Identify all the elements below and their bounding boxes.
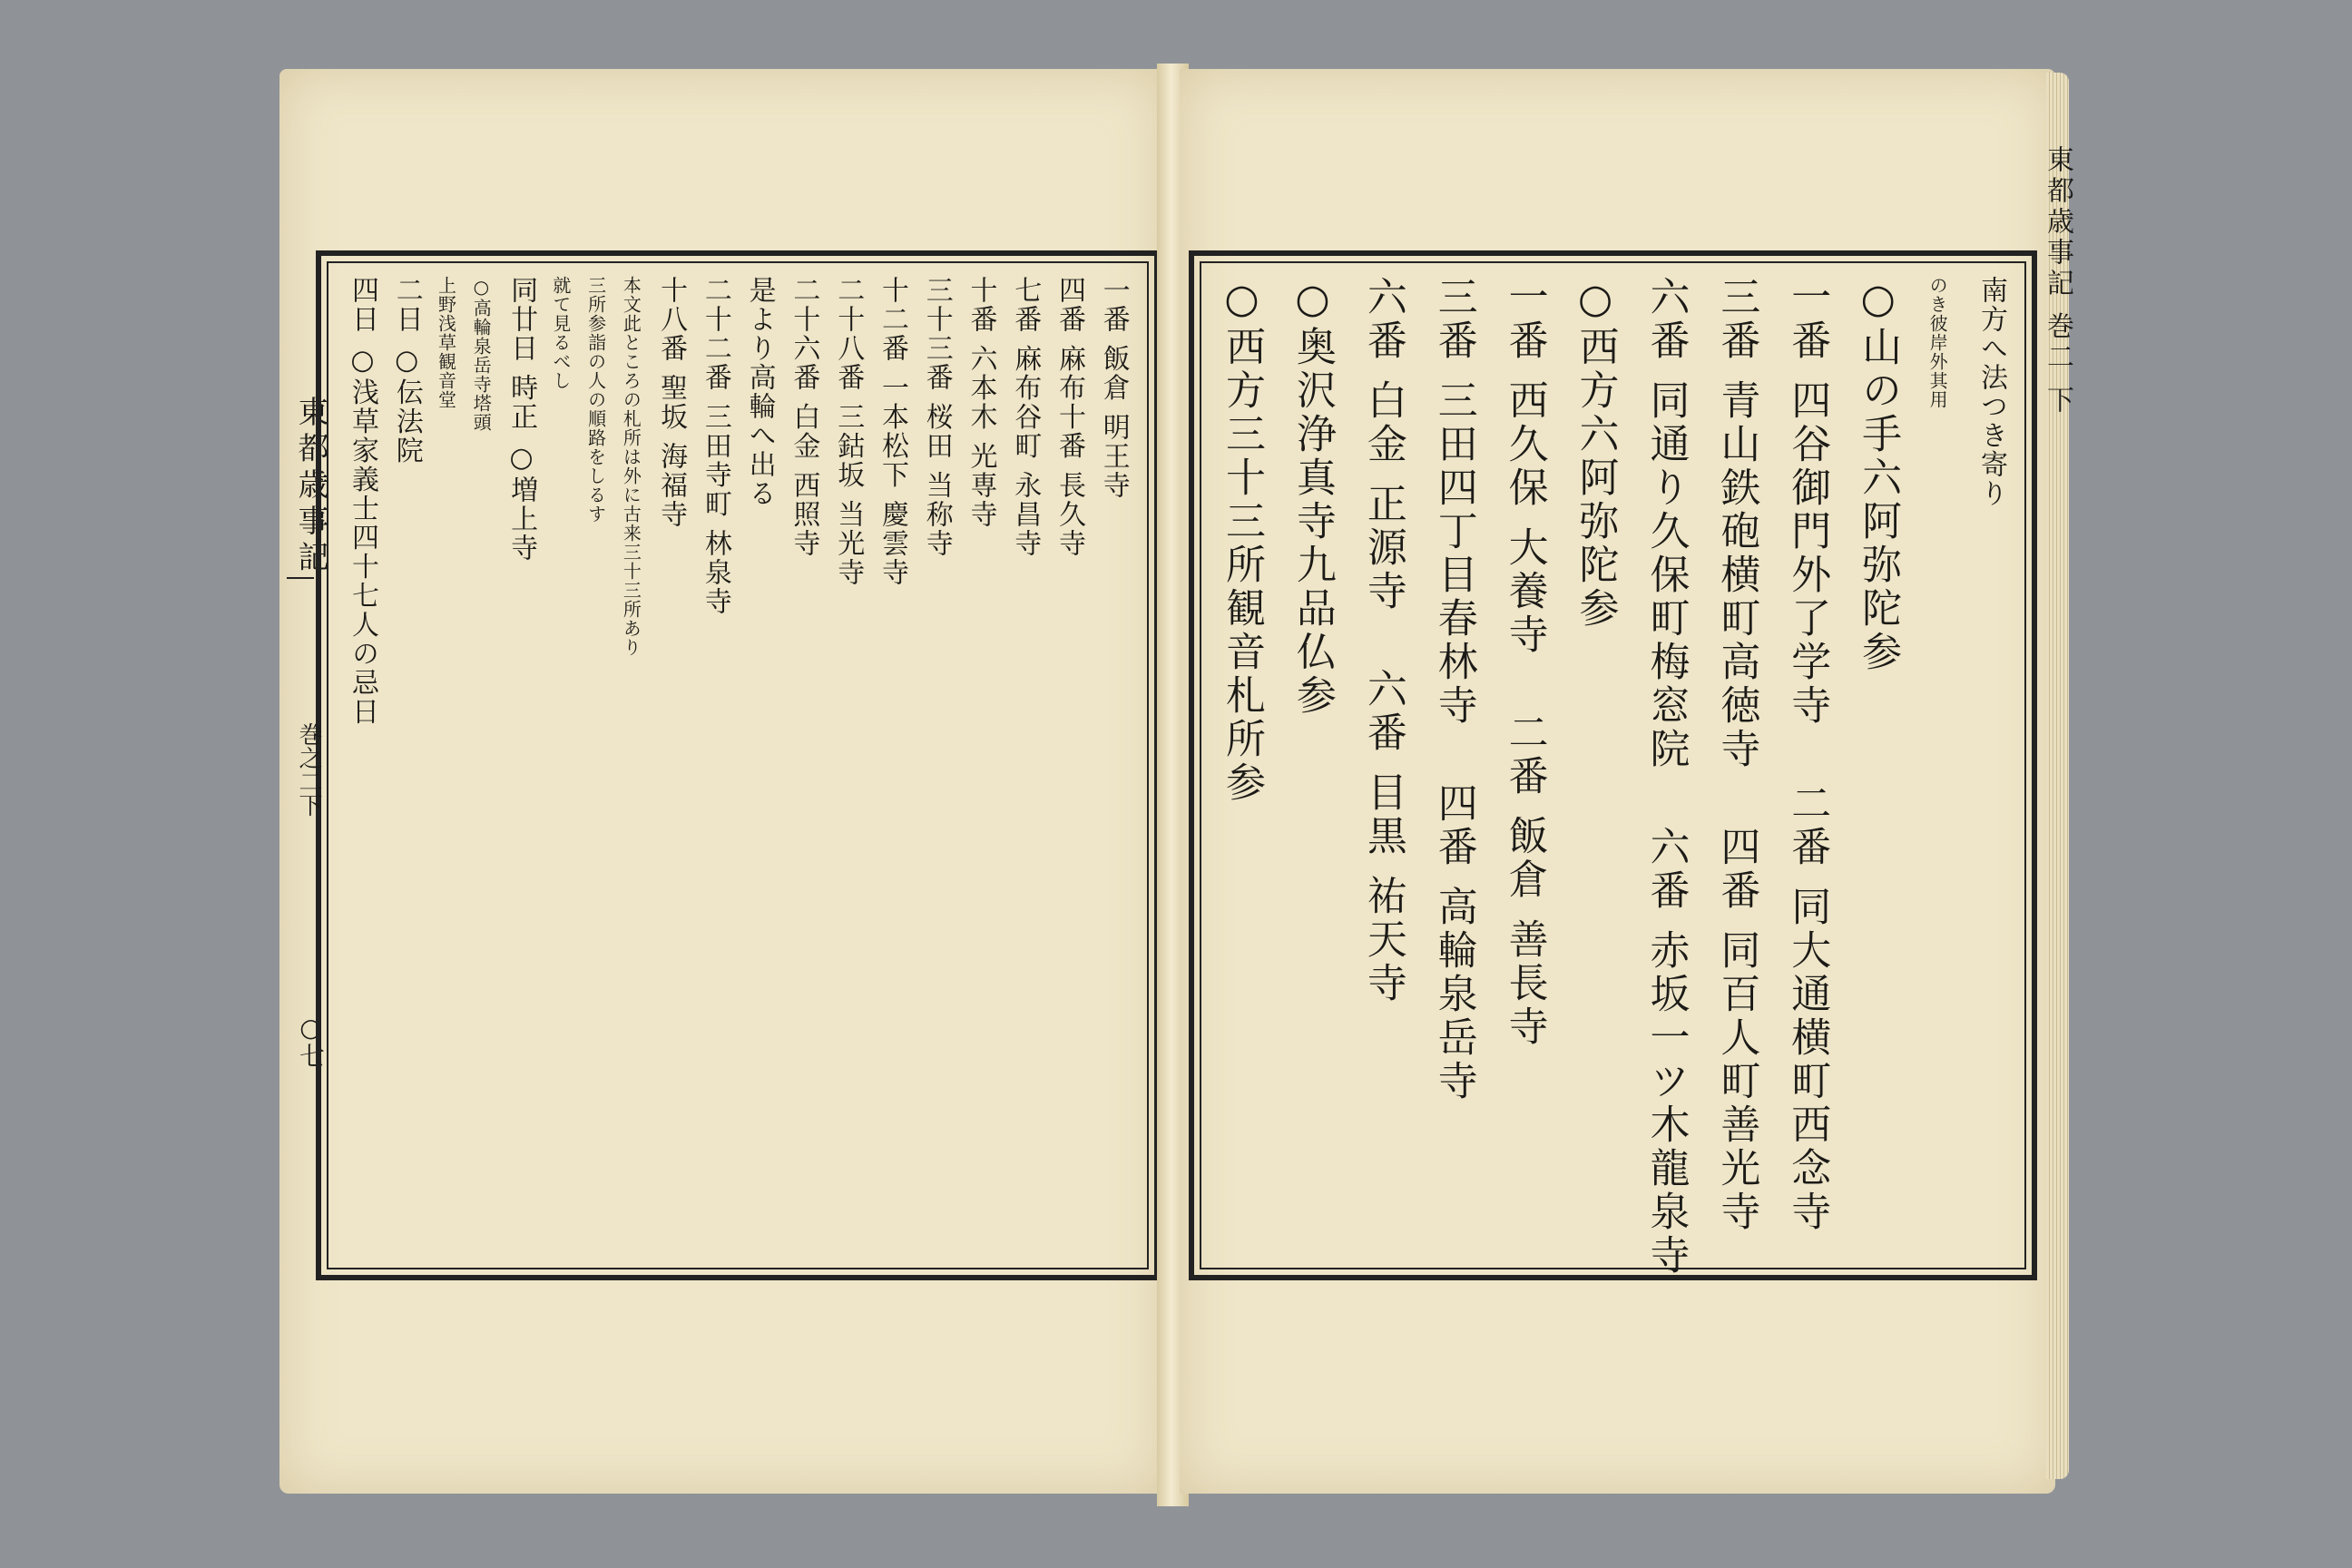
right-page	[1180, 69, 2055, 1494]
fold-mark	[287, 577, 314, 579]
left-column-11: 本文此ところの札所は外に古来三十三所あり	[620, 276, 642, 657]
left-column-0: 一番 飯倉 明王寺	[1097, 276, 1130, 501]
left-column-14: 同廿日 時正 ○増上寺	[505, 276, 538, 564]
right-column-10: ○奥沢浄真寺九品仏参	[1289, 276, 1336, 718]
left-margin-folio: ○七	[296, 1013, 326, 1068]
right-column-2: ○山の手六阿弥陀参	[1855, 276, 1902, 674]
left-text-frame	[316, 250, 1160, 1280]
left-margin-volume: 巻之二下	[295, 722, 322, 817]
right-lower-entry-0: 二番 同大通横町西念寺	[1784, 782, 1831, 1234]
right-columns	[1219, 276, 2007, 1278]
right-column-8: 三番 三田四丁目春林寺四番 高輪泉岳寺	[1430, 276, 1477, 1103]
right-column-7: 一番 西久保 大養寺二番 飯倉 善長寺	[1501, 276, 1548, 1049]
right-lower-entry-4: 四番 高輪泉岳寺	[1430, 782, 1477, 1103]
left-column-2: 七番 麻布谷町 永昌寺	[1009, 276, 1042, 559]
left-column-8: 是より高輪へ出る	[743, 276, 776, 508]
left-column-17: 二日 ○伝法院	[390, 276, 423, 466]
left-column-18: 四日 ○浅草家義士四十七人の忌日	[347, 276, 378, 727]
open-book	[272, 64, 2073, 1515]
left-column-6: 二十八番 三鈷坂 当光寺	[832, 276, 865, 588]
right-column-9: 六番 白金 正源寺六番 目黒 祐天寺	[1359, 276, 1406, 1005]
right-margin-title: 東都歳事記 巻二 下	[2042, 145, 2073, 417]
right-lower-entry-2: 六番 赤坂一ツ木龍泉寺	[1642, 826, 1690, 1278]
left-column-13: 就て見るべし	[549, 276, 572, 390]
right-column-3: 一番 四谷御門外了学寺二番 同大通横町西念寺	[1784, 276, 1831, 1234]
right-lower-entry-3: 二番 飯倉 善長寺	[1501, 710, 1548, 1049]
left-page	[279, 69, 1164, 1494]
right-lower-entry-5: 六番 目黒 祐天寺	[1359, 667, 1406, 1005]
left-column-5: 十二番 一本松下 慶雲寺	[876, 276, 908, 588]
left-column-3: 十番 六本木 光専寺	[965, 276, 997, 530]
left-column-1: 四番 麻布十番 長久寺	[1054, 276, 1086, 559]
right-column-11: ○西方三十三所観音札所参	[1219, 276, 1265, 805]
right-text-frame	[1189, 250, 2037, 1280]
left-column-10: 十八番 聖坂 海福寺	[655, 276, 688, 530]
left-column-12: 三所参詣の人の順路をしるす	[584, 276, 607, 524]
left-column-7: 二十六番 白金 西照寺	[788, 276, 820, 559]
left-column-15: ○高輪泉岳寺塔頭	[470, 276, 493, 432]
left-column-4: 三十三番 桜田 当称寺	[920, 276, 953, 559]
left-columns	[347, 276, 1130, 1255]
right-column-6: ○西方六阿弥陀参	[1572, 276, 1619, 631]
right-column-0: 南方へ法つき寄り	[1975, 276, 2007, 508]
right-column-4: 三番 青山鉄砲横町高徳寺四番 同百人町善光寺	[1713, 276, 1760, 1234]
left-margin-title: 東都歳事記	[292, 396, 328, 577]
left-column-16: 上野浅草観音堂	[435, 276, 457, 409]
right-column-1: のき彼岸外其用	[1926, 276, 1949, 409]
left-column-9: 二十二番 三田寺町 林泉寺	[699, 276, 731, 617]
right-column-5: 六番 同通り久保町梅窓院六番 赤坂一ツ木龍泉寺	[1642, 276, 1690, 1278]
right-lower-entry-1: 四番 同百人町善光寺	[1713, 826, 1760, 1234]
